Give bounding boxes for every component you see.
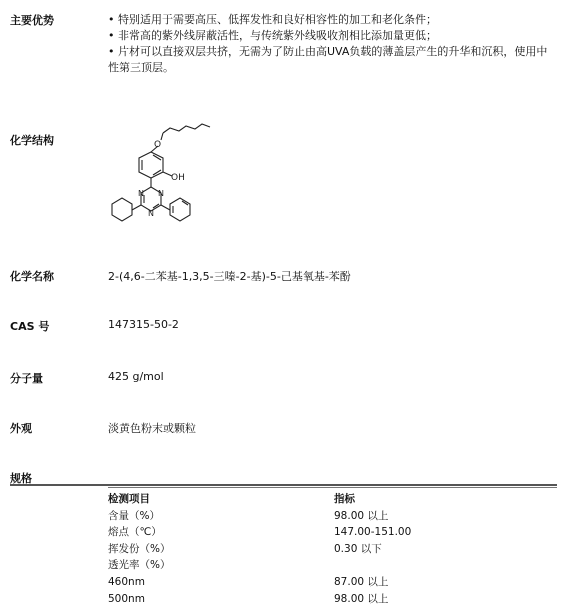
table-cell-item: 透光率（%） bbox=[108, 559, 171, 572]
nitrogen-atom: N bbox=[148, 209, 154, 218]
table-cell-value: 147.00-151.00 bbox=[334, 526, 412, 539]
appearance-label: 外观 bbox=[10, 422, 32, 435]
advantage-item: • 特别适用于需要高压、低挥发性和良好相容性的加工和老化条件； bbox=[108, 13, 437, 26]
table-row bbox=[108, 508, 534, 525]
structure-label: 化学结构 bbox=[10, 134, 54, 147]
table-header bbox=[108, 491, 534, 508]
table-cell-value: 98.00 以上 bbox=[334, 509, 389, 522]
table-cell-item: 熔点（℃） bbox=[108, 526, 162, 539]
nitrogen-atom: N bbox=[158, 189, 164, 198]
advantage-item: • 非常高的紫外线屏蔽活性，与传统紫外线吸收剂相比添加量更低； bbox=[108, 29, 437, 42]
column-header-index: 指标 bbox=[334, 493, 355, 505]
column-header-item: 检测项目 bbox=[108, 493, 150, 505]
table-cell-value bbox=[334, 557, 534, 574]
appearance-value: 淡黄色粉末或颗粒 bbox=[108, 422, 196, 435]
molecular-weight-value: 425 g/mol bbox=[108, 370, 164, 383]
hydroxyl-group: OH bbox=[171, 173, 185, 183]
table-cell-value: 87.00 以上 bbox=[334, 575, 389, 588]
advantages-label: 主要优势 bbox=[10, 14, 54, 27]
table-row bbox=[108, 557, 534, 574]
chemical-name-value: 2-(4,6-二苯基-1,3,5-三嗪-2-基)-5-己基氧基-苯酚 bbox=[108, 270, 351, 283]
chemical-structure-diagram bbox=[100, 103, 220, 223]
table-cell-value: 98.00 以上 bbox=[334, 592, 389, 605]
specs-table bbox=[108, 491, 534, 607]
specs-table-top-rule bbox=[108, 487, 557, 488]
chemical-name-label: 化学名称 bbox=[10, 270, 54, 283]
cas-label: CAS 号 bbox=[10, 320, 50, 333]
table-row bbox=[108, 591, 534, 608]
specs-label: 规格 bbox=[10, 472, 32, 485]
table-row bbox=[108, 574, 534, 591]
advantage-item: • 片材可以直接双层共挤，无需为了防止由高UVA负载的薄盖层产生的升华和沉积，使用中性第三顶层。 bbox=[108, 45, 548, 74]
table-cell-item: 含量（%） bbox=[108, 509, 160, 522]
table-cell-value: 0.30 以下 bbox=[334, 542, 382, 555]
cas-value: 147315-50-2 bbox=[108, 318, 179, 331]
oxygen-atom: O bbox=[154, 140, 162, 150]
table-row bbox=[108, 524, 534, 541]
specs-divider bbox=[10, 484, 557, 486]
table-cell-item: 挥发份（%） bbox=[108, 542, 171, 555]
table-row bbox=[108, 541, 534, 558]
table-cell-item: 500nm bbox=[108, 592, 145, 605]
molecular-weight-label: 分子量 bbox=[10, 372, 43, 385]
table-cell-item: 460nm bbox=[108, 575, 145, 588]
advantages-list bbox=[108, 12, 548, 76]
nitrogen-atom: N bbox=[138, 189, 144, 198]
